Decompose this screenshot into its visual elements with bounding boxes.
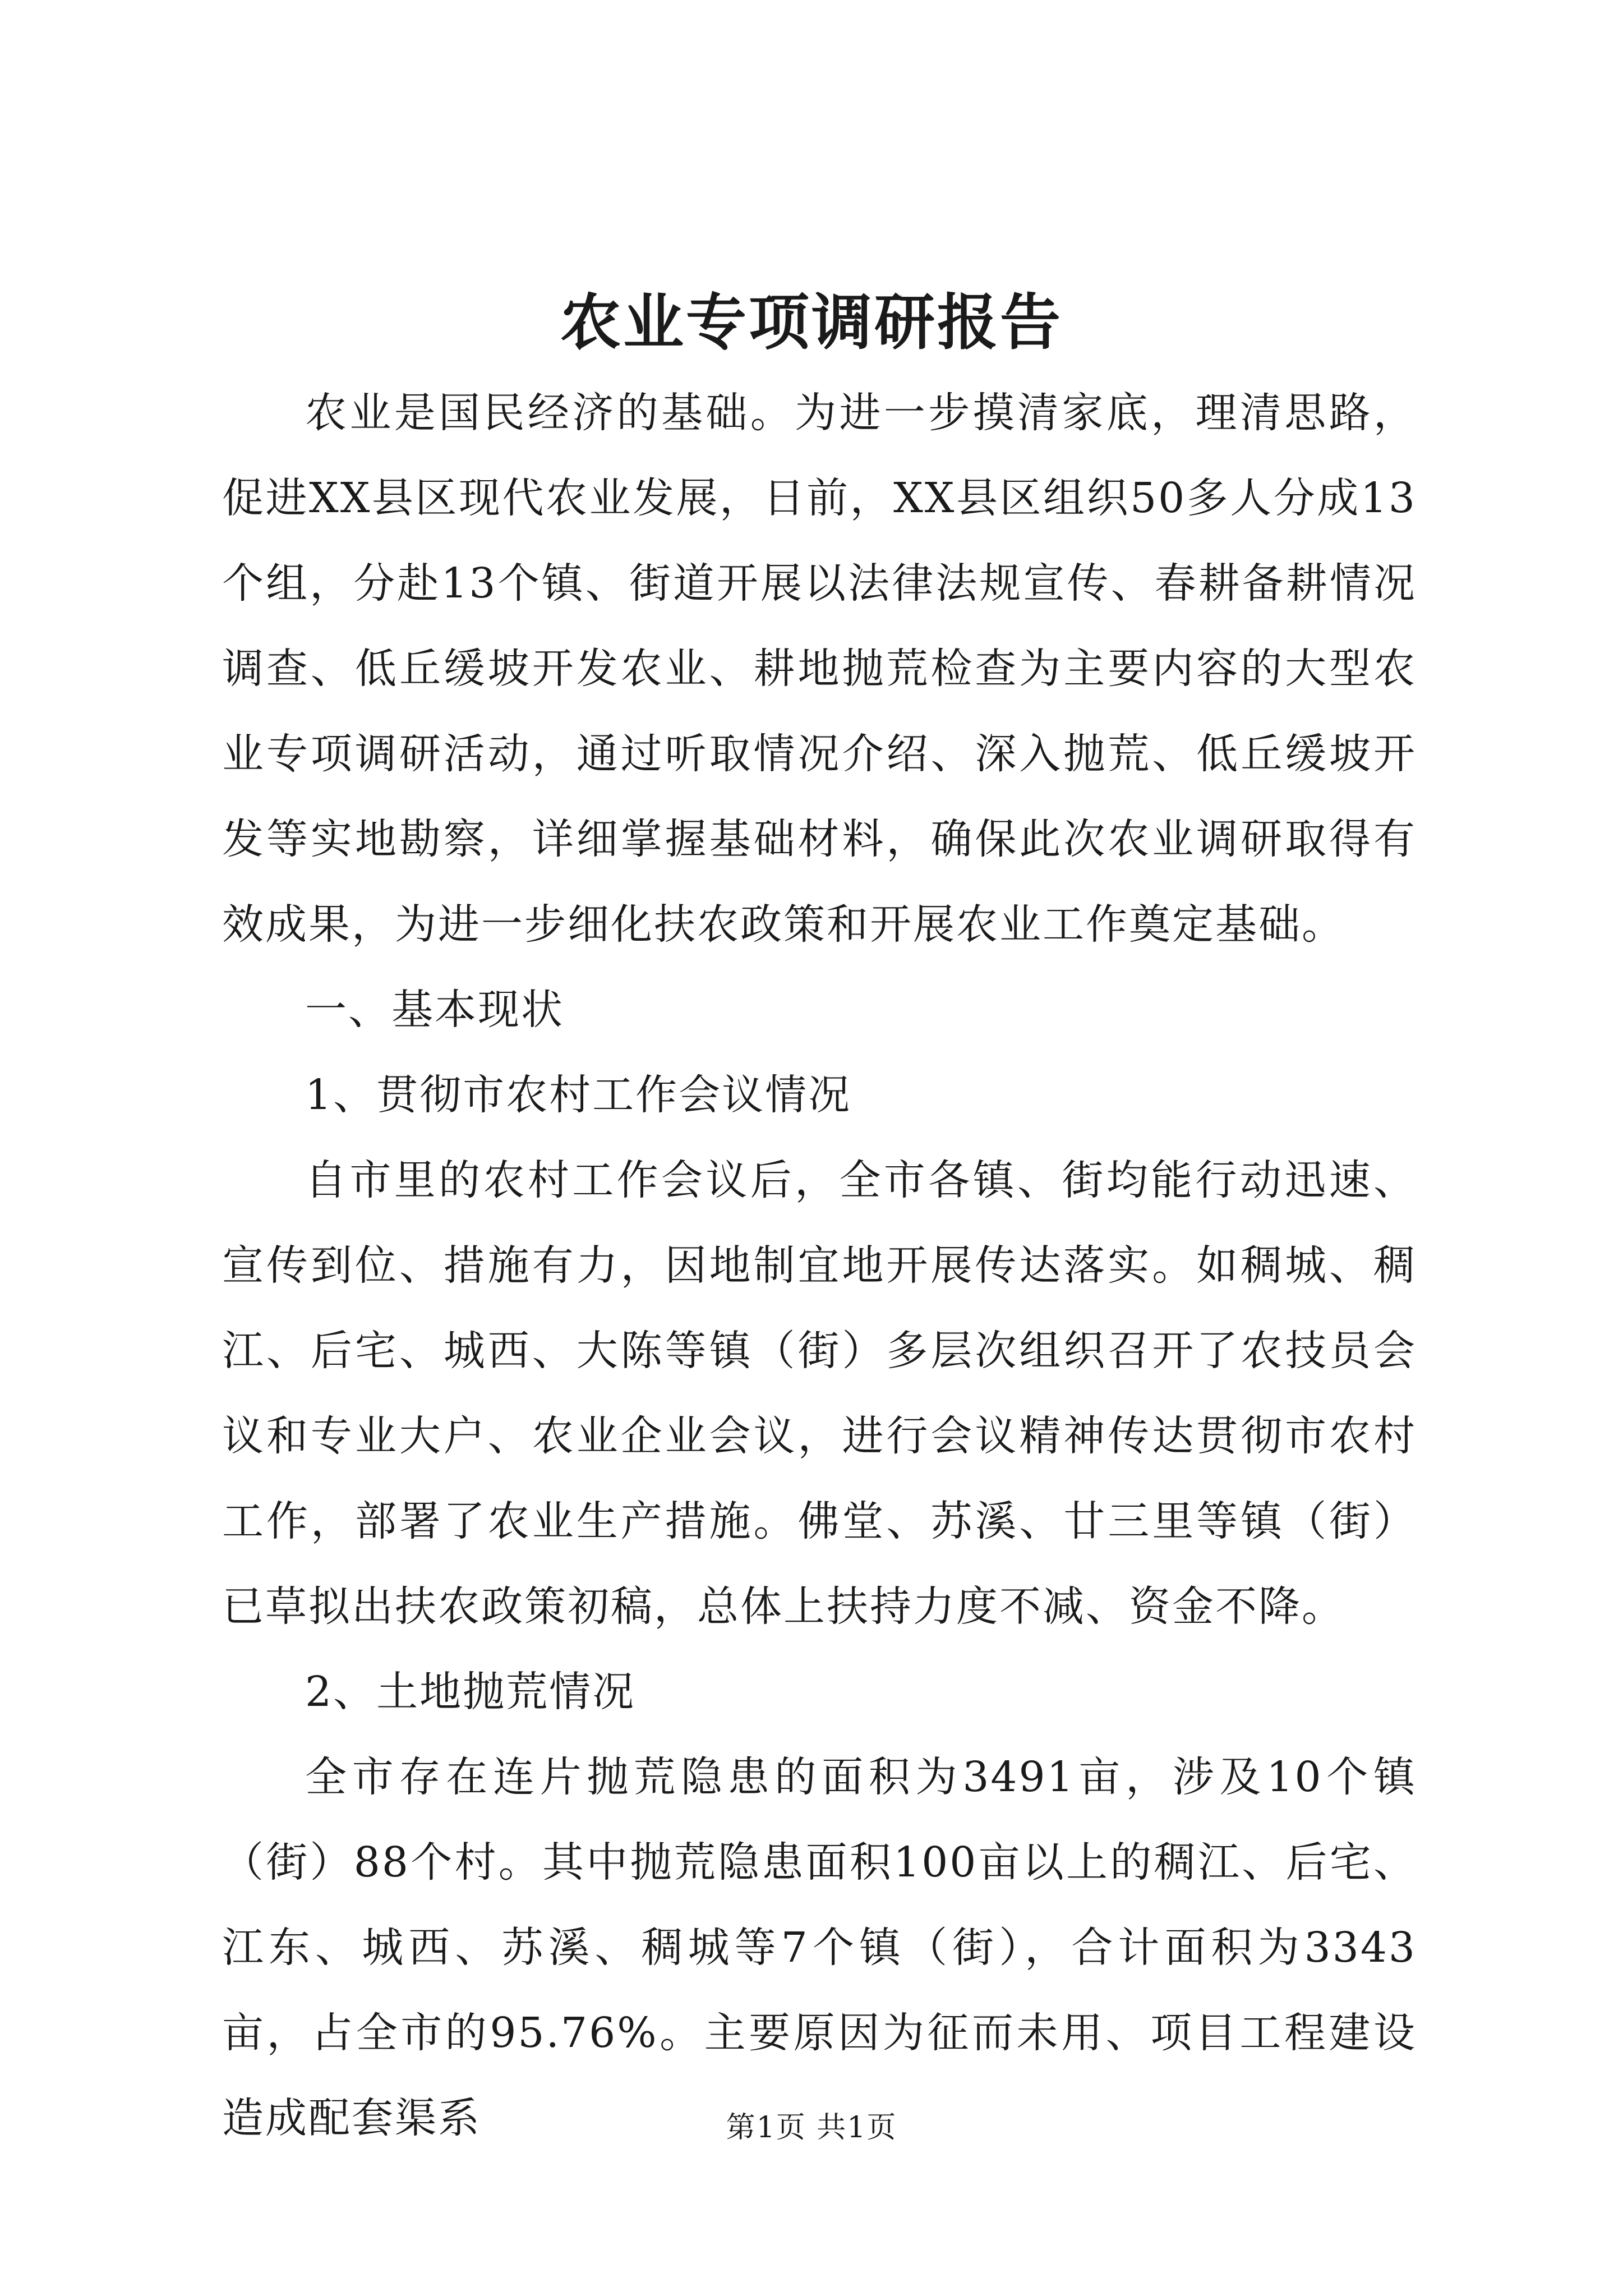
subsection-heading-land: 2、土地抛荒情况 xyxy=(305,1668,636,1716)
paragraph-land: 全市存在连片抛荒隐患的面积为3491亩，涉及10个镇（街）88个村。其中抛荒隐患面积100亩以上的稠江、后宅、江东、城西、苏溪、稠城等7个镇（街），合计面积为3343亩，占全市的95.76%。主要原因为征而未用、项目工程建设造成配套渠系 xyxy=(222,1753,1417,2142)
document-body xyxy=(222,370,1417,2161)
subsection-heading-meeting: 1、贯彻市农村工作会议情况 xyxy=(305,1071,852,1119)
page-footer: 第1页 共1页 xyxy=(726,2111,897,2145)
paragraph-intro: 农业是国民经济的基础。为进一步摸清家底，理清思路，促进XX县区现代农业发展，日前，XX县区组织50多人分成13个组，分赴13个镇、街道开展以法律法规宣传、春耕备耕情况调查、低丘缓坡开发农业、耕地抛荒检查为主要内容的大型农业专项调研活动，通过听取情况介绍、深入抛荒、低丘缓坡开发等实地勘察，详细掌握基础材料，确保此次农业调研取得有效成果，为进一步细化扶农政策和开展农业工作奠定基础。 xyxy=(222,389,1417,949)
section-heading-basic-status: 一、基本现状 xyxy=(305,986,564,1034)
document-title: 农业专项调研报告 xyxy=(560,287,1063,358)
paragraph-meeting: 自市里的农村工作会议后，全市各镇、街均能行动迅速、宣传到位、措施有力，因地制宜地开展传达落实。如稠城、稠江、后宅、城西、大陈等镇（街）多层次组织召开了农技员会议和专业大户、农业企业会议，进行会议精神传达贯彻市农村工作，部署了农业生产措施。佛堂、苏溪、廿三里等镇（街）已草拟出扶农政策初稿，总体上扶持力度不减、资金不降。 xyxy=(222,1156,1417,1631)
